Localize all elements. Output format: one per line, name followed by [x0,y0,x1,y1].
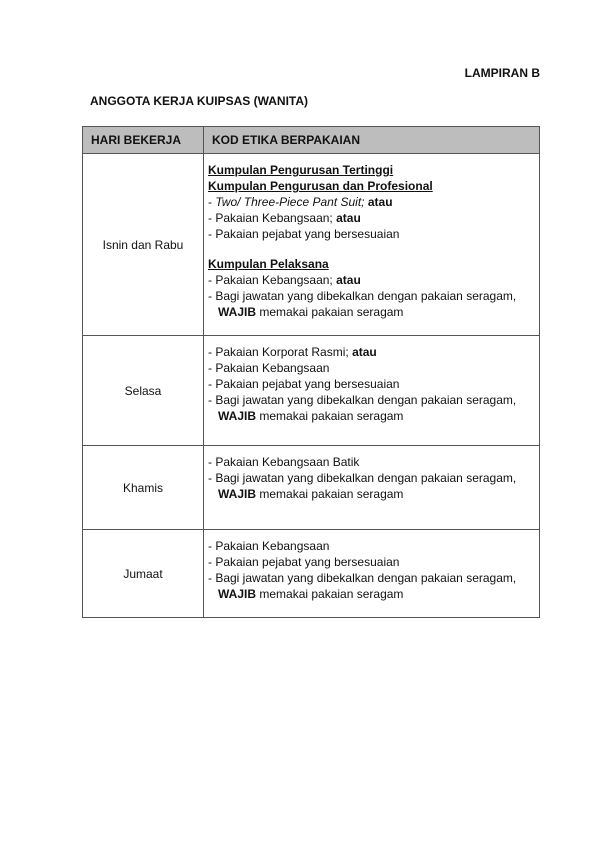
list-item [208,570,533,586]
header-dress-code: KOD ETIKA BERPAKAIAN [204,127,540,154]
group-heading: Kumpulan Pengurusan Tertinggi [208,163,394,177]
dress-code-cell [204,530,540,618]
item-text: memakai pakaian seragam [256,587,404,601]
list-item [208,226,533,242]
header-working-day: HARI BEKERJA [83,127,204,154]
list-item [208,538,533,554]
emphasis-text: atau [352,345,377,359]
staff-group [208,256,533,320]
item-text: memakai pakaian seragam [256,409,404,423]
emphasis-text: WAJIB [218,305,257,319]
emphasis-text: atau [364,195,393,209]
list-item-continuation [208,486,533,502]
item-text: memakai pakaian seragam [256,487,404,501]
list-item [208,392,533,408]
staff-group [208,162,533,242]
list-item-continuation [208,586,533,602]
working-day-cell: Jumaat [83,530,204,618]
working-day-cell: Isnin dan Rabu [83,154,204,336]
item-text: - Pakaian Kebangsaan [208,361,330,375]
item-text: - Bagi jawatan yang dibekalkan dengan pakaian seragam, [208,471,517,485]
list-item [208,360,533,376]
item-text: - Bagi jawatan yang dibekalkan dengan pakaian seragam, [208,393,517,407]
italic-text: Two/ Three-Piece Pant Suit; [215,195,365,209]
emphasis-text: WAJIB [218,487,257,501]
list-item [208,554,533,570]
item-text: - Pakaian Kebangsaan Batik [208,455,360,469]
dress-code-cell [204,446,540,530]
table-row [83,154,540,336]
emphasis-text: WAJIB [218,587,257,601]
table-body [83,154,540,618]
group-heading: Kumpulan Pelaksana [208,257,329,271]
table-row [83,336,540,446]
item-text: memakai pakaian seragam [256,305,404,319]
list-item [208,344,533,360]
group-heading: Kumpulan Pengurusan dan Profesional [208,179,433,193]
item-text: - Pakaian pejabat yang bersesuaian [208,227,400,241]
item-text: - Pakaian pejabat yang bersesuaian [208,555,400,569]
dress-code-cell [204,336,540,446]
list-item [208,288,533,304]
item-text: - Pakaian Kebangsaan; [208,273,337,287]
emphasis-text: atau [336,273,361,287]
list-item [208,210,533,226]
staff-group [208,454,533,502]
item-text: - Bagi jawatan yang dibekalkan dengan pakaian seragam, [208,571,517,585]
item-text: - [208,195,216,209]
table-row [83,446,540,530]
staff-group [208,344,533,424]
working-day-cell: Khamis [83,446,204,530]
table-header-row [83,127,540,154]
working-day-cell: Selasa [83,336,204,446]
emphasis-text: atau [336,211,361,225]
item-text: - Pakaian pejabat yang bersesuaian [208,377,400,391]
appendix-label: LAMPIRAN B [464,66,540,80]
list-item-continuation [208,408,533,424]
table-row [83,530,540,618]
item-text: - Bagi jawatan yang dibekalkan dengan pakaian seragam, [208,289,517,303]
dress-code-table [82,126,540,618]
list-item [208,454,533,470]
emphasis-text: WAJIB [218,409,257,423]
dress-code-cell [204,154,540,336]
list-item [208,194,533,210]
item-text: - Pakaian Kebangsaan [208,539,330,553]
staff-group [208,538,533,602]
item-text: - Pakaian Korporat Rasmi; [208,345,353,359]
list-item [208,376,533,392]
list-item-continuation [208,304,533,320]
item-text: - Pakaian Kebangsaan; [208,211,337,225]
document-title: ANGGOTA KERJA KUIPSAS (WANITA) [90,94,308,108]
list-item [208,272,533,288]
list-item [208,470,533,486]
